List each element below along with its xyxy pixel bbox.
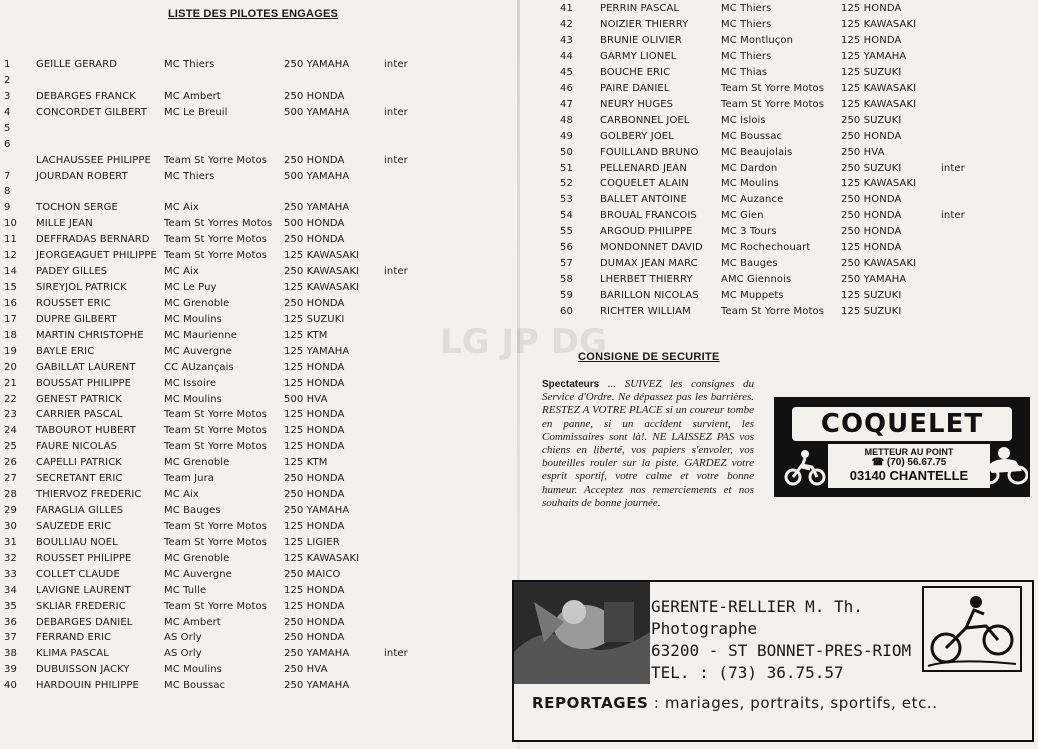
pilot-bike: 125 HONDA	[284, 584, 345, 596]
pilot-club: Team St Yorre Motos	[164, 250, 268, 262]
pilot-num: 49	[560, 130, 573, 142]
pilot-num: 48	[560, 114, 573, 126]
pilot-club: MC Bauges	[164, 505, 221, 517]
pilot-num: 39	[4, 664, 17, 676]
photo-moto-frame	[922, 586, 1022, 672]
pilot-club: Team Jura	[164, 473, 215, 485]
pilot-bike: 250 YAMAHA	[841, 274, 907, 286]
pilot-bike: 250 HONDA	[284, 632, 345, 644]
pilot-name: LHERBET THIERRY	[600, 274, 693, 286]
pilot-club: MC Boussac	[721, 130, 783, 142]
pilot-num: 36	[4, 616, 17, 628]
coquelet-phone: ☎ (70) 56.67.75	[871, 457, 947, 468]
pilot-bike: 250 YAMAHA	[284, 59, 350, 70]
pilot-club: AS Orly	[164, 648, 202, 660]
pilot-club: MC Muppets	[721, 290, 784, 302]
pilot-name: DUBUISSON JACKY	[36, 664, 130, 676]
pilot-club: MC Le Puy	[164, 282, 217, 294]
pilot-club: MC Aix	[164, 489, 199, 501]
pilot-club: Team St Yorre Motos	[164, 600, 268, 612]
pilot-name: KLIMA PASCAL	[36, 648, 109, 660]
pilot-num: 5	[4, 122, 11, 134]
pilot-club: Team St Yorre Motos	[164, 536, 268, 548]
coquelet-address: 03140 CHANTELLE	[849, 468, 969, 483]
pilot-bike: 250 HONDA	[841, 210, 902, 222]
photographer-ad	[512, 580, 1034, 742]
pilot-name: GOLBERY JOEL	[600, 130, 674, 142]
pilot-num: 51	[560, 162, 573, 174]
pilot-name: COLLET CLAUDE	[36, 568, 120, 580]
pilot-club: Team St Yorre Motos	[164, 441, 268, 453]
pilot-bike: 125 HONDA	[841, 242, 902, 254]
pilot-num: 8	[4, 186, 11, 198]
pilot-num: 4	[4, 106, 11, 118]
pilot-bike: 125 KTM	[284, 457, 328, 469]
pilot-club: MC Aix	[164, 266, 199, 278]
pilot-name: ROUSSET PHILIPPE	[36, 552, 132, 564]
pilot-bike: 500 HVA	[284, 393, 328, 405]
pilot-bike: 125 HONDA	[284, 409, 345, 421]
photographer-details	[651, 596, 911, 684]
pilot-club: MC Aix	[164, 202, 199, 214]
pilot-num: 42	[560, 18, 573, 30]
pilot-name: DEBARGES FRANCK	[36, 90, 136, 102]
pilot-name: BOULLIAU NOEL	[36, 536, 118, 548]
pilot-bike: 250 HONDA	[284, 473, 345, 485]
pilot-num: 3	[4, 90, 11, 102]
pilot-club: MC Moulins	[164, 664, 222, 676]
safety-lead: Spectateurs	[542, 379, 600, 390]
pilot-name: MILLE JEAN	[36, 218, 93, 230]
pilot-club: MC Grenoble	[164, 457, 230, 469]
pilot-cat: inter	[384, 59, 408, 70]
pilot-num: 47	[560, 98, 573, 110]
pilot-name: GABILLAT LAURENT	[36, 361, 136, 373]
pilot-name: DEFFRADAS BERNARD	[36, 234, 150, 246]
pilot-bike: 250 YAMAHA	[284, 648, 350, 660]
pilot-bike: 250 YAMAHA	[284, 505, 350, 517]
pilot-club: Team St Yorre Motos	[164, 520, 268, 532]
pilot-name: CARRIER PASCAL	[36, 409, 123, 421]
pilot-club: MC 3 Tours	[721, 226, 777, 238]
coquelet-ad	[774, 397, 1030, 497]
pilot-num: 38	[4, 648, 17, 660]
pilot-name: CAPELLI PATRICK	[36, 457, 122, 469]
photographer-name: GERENTE-RELLIER M. Th.	[651, 597, 863, 616]
dirtbike-icon	[924, 588, 1020, 670]
safety-body: ... SUIVEZ les consignes du Service d'Ordre. Ne dépassez pas les barrières. RESTEZ A VOTRE PLACE si un coureur tombe en panne, si un accident survient, les Commissaires sont là!. NE LAISSEZ PAS vos chiens en liberté, vos papiers s'envoler, vos bouteilles rouler sur la piste. GARDEZ votre esprit sportif, votre calme et votre bonne humeur. Acceptez nos remerciements et nos souhaits de bonne journée.	[542, 378, 754, 509]
pilot-club: MC Islois	[721, 114, 766, 126]
pilot-bike: 250 HONDA	[841, 194, 902, 206]
coquelet-logo-box	[792, 407, 1012, 441]
pilot-num: 2	[4, 74, 11, 86]
pilot-name: MONDONNET DAVID	[600, 242, 703, 254]
pilot-name: SIREYJOL PATRICK	[36, 282, 127, 294]
pilot-num: 9	[4, 202, 11, 214]
pilot-bike: 250 HONDA	[284, 90, 345, 102]
pilot-name: COQUELET ALAIN	[600, 178, 689, 190]
pilot-name: BAYLE ERIC	[36, 345, 95, 357]
pilot-bike: 500 YAMAHA	[284, 106, 350, 118]
pilot-bike: 125 LIGIER	[284, 536, 340, 548]
pilot-cat: inter	[941, 162, 965, 174]
pilot-club: AS Orly	[164, 632, 202, 644]
pilot-name: LACHAUSSEE PHILIPPE	[36, 154, 151, 166]
pilot-name: BALLET ANTOINE	[600, 194, 687, 206]
pilot-num: 20	[4, 361, 17, 373]
pilot-num: 45	[560, 66, 573, 78]
pilot-bike: 125 SUZUKI	[841, 306, 902, 318]
pilot-num: 28	[4, 489, 17, 501]
pilot-club: MC Gien	[721, 210, 764, 222]
pilot-club: MC Issoire	[164, 377, 217, 389]
pilot-num: 43	[560, 34, 573, 46]
pilot-num: 33	[4, 568, 17, 580]
pilot-name: THIERVOZ FREDERIC	[36, 489, 142, 501]
pilot-bike: 125 HONDA	[284, 377, 345, 389]
pilot-bike: 125 HONDA	[841, 3, 902, 14]
pilot-club: MC Dardon	[721, 162, 778, 174]
pilot-num: 24	[4, 425, 17, 437]
pilot-bike: 125 HONDA	[841, 34, 902, 46]
pilot-bike: 125 SUZUKI	[841, 290, 902, 302]
pilot-club: MC Bauges	[721, 258, 778, 270]
pilot-bike: 125 HONDA	[284, 441, 345, 453]
pilot-club: MC Rochechouart	[721, 242, 811, 254]
pilot-num: 18	[4, 329, 17, 341]
pilot-num: 30	[4, 520, 17, 532]
photo-picture	[514, 582, 650, 684]
pilot-name: TOCHON SERGE	[36, 202, 118, 214]
pilot-cat: inter	[384, 266, 408, 278]
pilot-bike: 125 KAWASAKI	[841, 82, 917, 94]
pilot-num: 52	[560, 178, 573, 190]
pilot-num: 17	[4, 313, 17, 325]
pilot-name: NEURY HUGES	[600, 98, 674, 110]
pilot-club: MC Thiers	[721, 18, 772, 30]
coquelet-info	[828, 444, 990, 488]
photographer-phone: TEL. : (73) 36.75.57	[651, 663, 844, 682]
list-title: LISTE DES PILOTES ENGAGES	[168, 8, 339, 20]
pilot-club: CC AUzançais	[164, 361, 234, 373]
pilot-name: GENEST PATRICK	[36, 393, 122, 405]
pilot-bike: 250 MAICO	[284, 568, 341, 580]
pilot-num: 40	[4, 680, 17, 692]
pilot-bike: 125 HONDA	[284, 600, 345, 612]
pilot-name: BOUCHE ERIC	[600, 66, 671, 78]
pilot-club: MC Beaujolais	[721, 146, 793, 158]
pilot-cat: inter	[384, 154, 408, 166]
pilot-name: TABOUROT HUBERT	[36, 425, 137, 437]
reportages-label: REPORTAGES	[532, 694, 649, 712]
pilot-num: 29	[4, 505, 17, 517]
pilot-bike: 250 SUZUKI	[841, 162, 902, 174]
pilot-bike: 250 KAWASAKI	[841, 258, 917, 270]
pilot-bike: 125 HONDA	[284, 361, 345, 373]
pilot-club: Team St Yorre Motos	[164, 234, 268, 246]
pilot-num: 55	[560, 226, 573, 238]
reportages-line	[532, 694, 938, 712]
pilot-name: RICHTER WILLIAM	[600, 306, 691, 318]
pilot-cat: inter	[384, 106, 408, 118]
pilot-name: PELLENARD JEAN	[600, 162, 687, 174]
pilot-name: PADEY GILLES	[36, 266, 108, 278]
pilot-num: 41	[560, 3, 573, 14]
pilot-num: 26	[4, 457, 17, 469]
pilot-cat: inter	[384, 648, 408, 660]
pilot-num: 1	[4, 59, 11, 70]
safety-text	[542, 378, 754, 510]
pilot-bike: 250 HONDA	[284, 489, 345, 501]
pilot-club: MC Thiers	[721, 3, 772, 14]
pilot-name: JOURDAN ROBERT	[36, 170, 128, 182]
pilot-name: BOUSSAT PHILIPPE	[36, 377, 132, 389]
pilot-bike: 250 HONDA	[841, 226, 902, 238]
pilot-bike: 250 HONDA	[284, 154, 345, 166]
pilot-bike: 250 YAMAHA	[284, 680, 350, 692]
pilot-num: 54	[560, 210, 573, 222]
pilot-name: BARILLON NICOLAS	[600, 290, 699, 302]
pilot-club: MC Thias	[721, 66, 768, 78]
pilot-club: Team St Yorres Motos	[164, 218, 273, 230]
pilot-num: 60	[560, 306, 573, 318]
pilot-bike: 125 SUZUKI	[284, 313, 345, 325]
pilot-club: MC Thiers	[164, 59, 215, 70]
photographer-address: 63200 - ST BONNET-PRES-RIOM	[651, 641, 912, 660]
pilot-num: 22	[4, 393, 17, 405]
pilot-bike: 125 KTM	[284, 329, 328, 341]
pilot-name: SAUZEDE ERIC	[36, 520, 112, 532]
pilot-num: 21	[4, 377, 17, 389]
pilot-num: 7	[4, 170, 11, 182]
pilot-club: MC Ambert	[164, 90, 221, 102]
pilot-club: Team St Yorre Motos	[164, 154, 268, 166]
pilot-bike: 125 KAWASAKI	[841, 18, 917, 30]
pilot-num: 44	[560, 50, 573, 62]
pilot-club: Team St Yorre Motos	[721, 98, 825, 110]
pilot-num: 16	[4, 297, 17, 309]
pilot-num: 12	[4, 250, 17, 262]
pilot-num: 53	[560, 194, 573, 206]
pilot-num: 58	[560, 274, 573, 286]
pilot-bike: 250 HONDA	[284, 616, 345, 628]
pilot-bike: 125 HONDA	[284, 520, 345, 532]
pilot-name: CARBONNEL JOEL	[600, 114, 690, 126]
pilot-name: PAIRE DANIEL	[600, 82, 670, 94]
pilot-bike: 125 SUZUKI	[841, 66, 902, 78]
pilot-name: GEILLE GERARD	[36, 59, 118, 70]
photographer-title: Photographe	[651, 619, 757, 638]
pilot-club: MC Auvergne	[164, 568, 232, 580]
pilot-bike: 500 YAMAHA	[284, 170, 350, 182]
pilot-bike: 250 HONDA	[841, 130, 902, 142]
pilot-name: SECRETANT ERIC	[36, 473, 123, 485]
pilot-num: 10	[4, 218, 17, 230]
pilot-club: MC Boussac	[164, 680, 226, 692]
pilot-name: JEORGEAGUET PHILIPPE	[36, 250, 157, 262]
pilot-bike: 125 KAWASAKI	[284, 282, 360, 294]
pilot-name: CONCORDET GILBERT	[36, 106, 147, 118]
pilot-bike: 500 HONDA	[284, 218, 345, 230]
pilot-name: FOUILLAND BRUNO	[600, 146, 699, 158]
pilot-bike: 125 KAWASAKI	[284, 552, 360, 564]
pilot-num: 19	[4, 345, 17, 357]
pilot-name: FARAGLIA GILLES	[36, 505, 124, 517]
pilot-club: MC Thiers	[164, 170, 215, 182]
pilot-club: MC Ambert	[164, 616, 221, 628]
pilot-club: MC Moulins	[164, 393, 222, 405]
pilot-name: HARDOUIN PHILIPPE	[36, 680, 139, 692]
pilot-name: DUMAX JEAN MARC	[600, 258, 698, 270]
pilot-club: MC Grenoble	[164, 297, 230, 309]
motorcycle-icon	[784, 445, 826, 487]
pilot-bike: 125 YAMAHA	[841, 50, 907, 62]
pilot-bike: 250 KAWASAKI	[284, 266, 360, 278]
pilot-num: 35	[4, 600, 17, 612]
pilot-cat: inter	[941, 210, 965, 222]
pilot-num: 46	[560, 82, 573, 94]
pilot-num: 37	[4, 632, 17, 644]
pilot-club: Team St Yorre Motos	[721, 82, 825, 94]
pilot-bike: 125 KAWASAKI	[841, 178, 917, 190]
pilot-name: ROUSSET ERIC	[36, 297, 111, 309]
pilot-club: MC Maurienne	[164, 329, 237, 341]
reportages-text: : mariages, portraits, sportifs, etc..	[648, 694, 938, 712]
pilot-club: Team St Yorre Motos	[721, 306, 825, 318]
pilot-name: DUPRE GILBERT	[36, 313, 117, 325]
pilot-name: BROUAL FRANCOIS	[600, 210, 697, 222]
pilot-club: MC Moulins	[164, 313, 222, 325]
pilot-num: 6	[4, 138, 11, 150]
pilot-club: MC Moulins	[721, 178, 779, 190]
racing-motorcycle-icon	[978, 443, 1028, 487]
pilot-bike: 250 HONDA	[284, 234, 345, 246]
pilot-bike: 125 YAMAHA	[284, 345, 350, 357]
pilot-name: LAVIGNE LAURENT	[36, 584, 131, 596]
pilot-name: FERRAND ERIC	[36, 632, 112, 644]
pilot-name: DEBARGES DANIEL	[36, 616, 133, 628]
pilot-name: MARTIN CHRISTOPHE	[36, 329, 144, 341]
pilot-club: MC Thiers	[721, 50, 772, 62]
pilot-club: MC Montluçon	[721, 34, 794, 46]
pilot-name: ARGOUD PHILIPPE	[600, 226, 693, 238]
pilot-bike: 125 HONDA	[284, 425, 345, 437]
coquelet-logo: COQUELET	[820, 409, 984, 439]
pilot-bike: 250 YAMAHA	[284, 202, 350, 214]
pilot-num: 11	[4, 234, 17, 246]
pilot-num: 57	[560, 258, 573, 270]
pilot-name: SKLIAR FREDERIC	[36, 600, 126, 612]
pilot-bike: 125 KAWASAKI	[284, 250, 360, 262]
pilot-num: 56	[560, 242, 573, 254]
pilot-name: BRUNIE OLIVIER	[600, 34, 682, 46]
pilot-bike: 125 KAWASAKI	[841, 98, 917, 110]
pilot-club: MC Auzance	[721, 194, 784, 206]
pilot-club: MC Tulle	[164, 584, 207, 596]
watermark: LG JP DG	[440, 322, 607, 362]
pilot-bike: 250 HVA	[284, 664, 328, 676]
pilot-club: MC Le Breuil	[164, 106, 228, 118]
pilot-num: 25	[4, 441, 17, 453]
pilot-num: 50	[560, 146, 573, 158]
pilot-bike: 250 SUZUKI	[841, 114, 902, 126]
pilot-name: FAURE NICOLAS	[36, 441, 118, 453]
pilot-num: 59	[560, 290, 573, 302]
pilot-bike: 250 HONDA	[284, 297, 345, 309]
pilot-club: Team St Yorre Motos	[164, 409, 268, 421]
pilot-num: 32	[4, 552, 17, 564]
pilot-num: 27	[4, 473, 17, 485]
pilot-num: 34	[4, 584, 17, 596]
pilot-club: MC Auvergne	[164, 345, 232, 357]
pilot-num: 23	[4, 409, 17, 421]
pilot-num: 15	[4, 282, 17, 294]
coquelet-trade: METTEUR AU POINT	[864, 447, 954, 457]
pilot-name: GARMY LIONEL	[600, 50, 677, 62]
pilot-club: AMC Giennois	[721, 274, 792, 286]
safety-title: CONSIGNE DE SECURITE	[578, 351, 720, 363]
pilot-name: NOIZIER THIERRY	[600, 18, 689, 30]
pilot-num: 31	[4, 536, 17, 548]
pilot-club: MC Grenoble	[164, 552, 230, 564]
pilot-name: PERRIN PASCAL	[600, 3, 680, 14]
pilot-bike: 250 HVA	[841, 146, 885, 158]
pilot-club: Team St Yorre Motos	[164, 425, 268, 437]
pilot-num: 14	[4, 266, 17, 278]
